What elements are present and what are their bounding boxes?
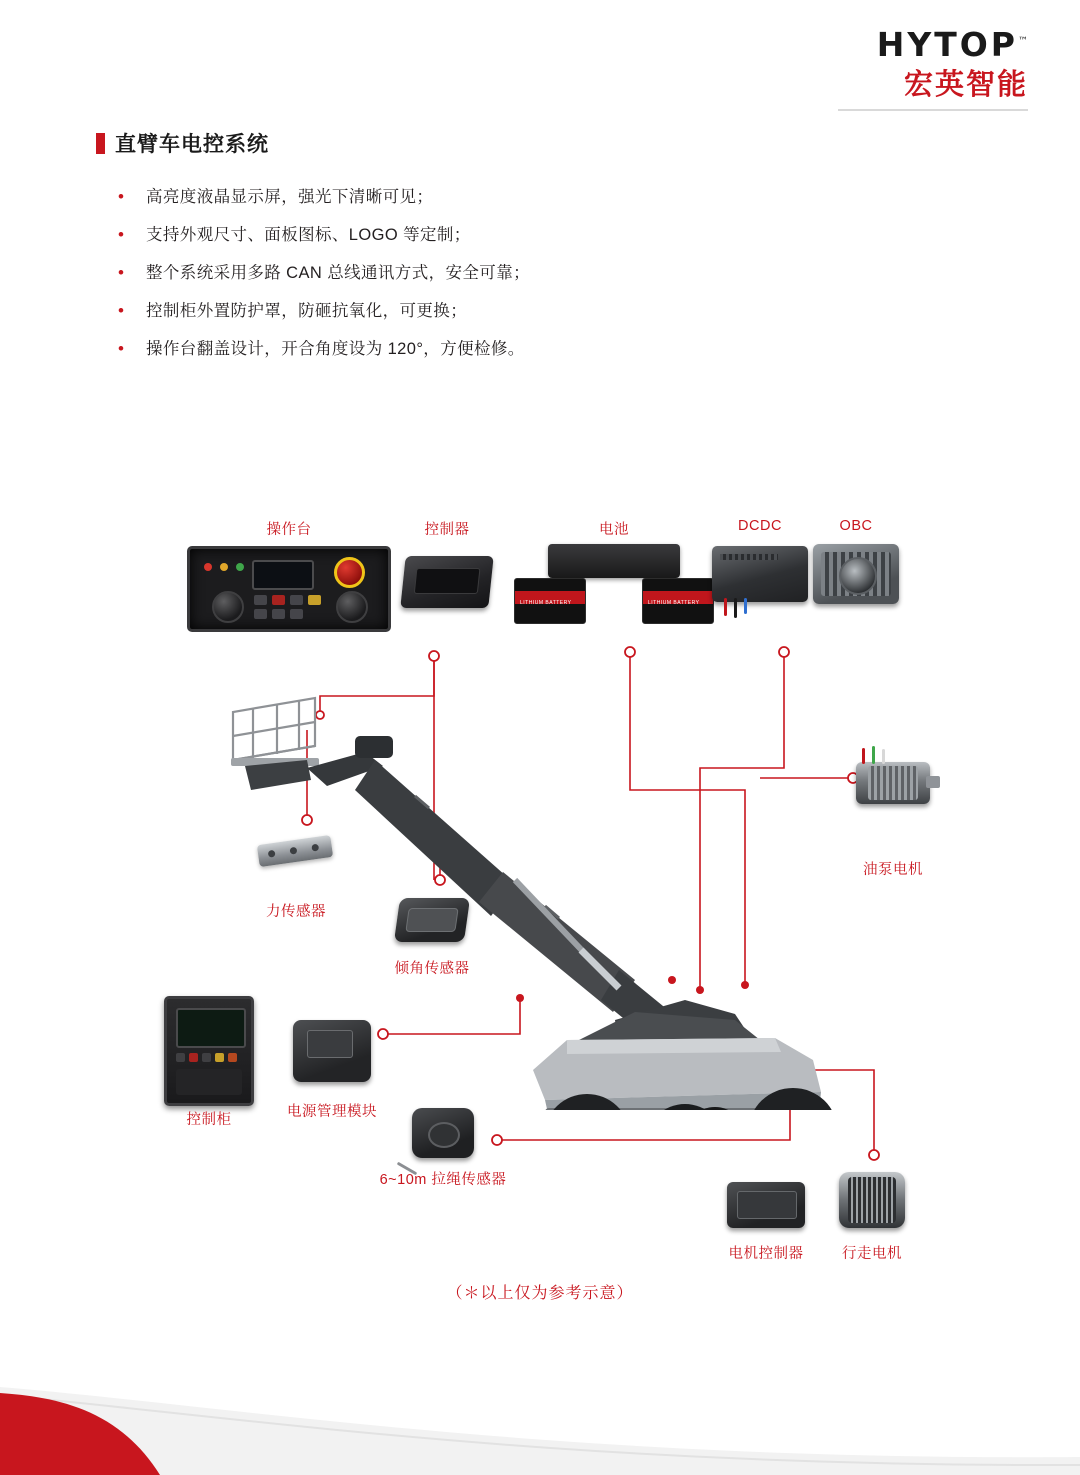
motor-wire-green [872, 746, 875, 764]
battery-cell-strip [643, 591, 713, 604]
motor-cooling-fins [848, 1177, 896, 1223]
bullet-dot-icon: • [118, 339, 124, 358]
part-tilt-sensor [397, 898, 467, 942]
cabinet-indicator [228, 1053, 237, 1062]
motor-cooling-fins [868, 766, 918, 800]
section-title-text: 直臂车电控系统 [115, 133, 269, 156]
bullet-dot-icon: • [118, 225, 124, 244]
part-obc [813, 544, 899, 604]
list-item-text: 整个系统采用多路 CAN 总线通讯方式，安全可靠； [146, 264, 531, 282]
bullet-dot-icon: • [118, 187, 124, 206]
diagram-footnote: （＊以上仅为参考示意） [446, 1285, 634, 1302]
bullet-dot-icon: • [118, 263, 124, 282]
brand-underline [838, 109, 1028, 111]
dcdc-wire-red [724, 598, 727, 616]
caption-battery: 电池 [599, 522, 629, 538]
oil-pump-motor-housing [856, 762, 930, 804]
caption-motor-controller: 电机控制器 [728, 1246, 804, 1262]
emergency-stop-icon [334, 557, 365, 588]
motor-controller-housing [727, 1182, 805, 1228]
brand-logo [838, 25, 1028, 111]
joystick-left [212, 591, 244, 623]
part-console [187, 546, 391, 632]
cabinet-indicator [176, 1053, 185, 1062]
part-motor-controller [727, 1182, 805, 1228]
brand-wordmark [876, 25, 1028, 64]
part-oil-pump-motor [856, 762, 930, 804]
dcdc-converter-housing [712, 546, 808, 602]
list-item [118, 224, 878, 246]
console-button [272, 595, 285, 605]
motor-wire-red [862, 748, 865, 764]
list-item [118, 262, 878, 284]
motor-wire-white [882, 749, 885, 764]
list-item [118, 186, 878, 208]
list-item-text: 控制柜外置防护罩，防砸抗氧化，可更换； [146, 302, 468, 320]
caption-oil-pump-motor: 油泵电机 [863, 862, 923, 878]
force-sensor-hole [311, 844, 319, 852]
caption-tilt-sensor: 倾角传感器 [394, 961, 470, 977]
cabinet-button-row [176, 1051, 242, 1063]
motor-shaft [926, 776, 940, 788]
console-button [272, 609, 285, 619]
indicator-led-green [236, 563, 244, 571]
indicator-led-red [204, 563, 212, 571]
caption-power-management-module: 电源管理模块 [287, 1104, 377, 1120]
caption-obc: OBC [839, 518, 873, 534]
drive-motor-housing [839, 1172, 905, 1228]
list-item-text: 操作台翻盖设计，开合角度设为 120°，方便检修。 [146, 340, 525, 358]
caption-dcdc: DCDC [738, 518, 782, 534]
part-drive-motor [839, 1172, 905, 1228]
brand-chinese-name: 宏英智能 [903, 69, 1028, 101]
caption-rope-sensor: 6~10m 拉绳传感器 [379, 1172, 507, 1188]
part-controller [403, 556, 491, 608]
power-module-housing [293, 1020, 371, 1082]
list-item [118, 338, 878, 360]
battery-cell [642, 578, 714, 624]
part-dcdc [712, 546, 808, 602]
part-force-sensor [258, 840, 332, 862]
part-power-management-module [293, 1020, 371, 1082]
list-item-text: 支持外观尺寸、面板图标、LOGO 等定制； [146, 226, 471, 244]
tilt-sensor-housing [394, 898, 470, 942]
battery-pack-top [548, 544, 680, 578]
dcdc-wire-blue [744, 598, 747, 614]
brand-trademark-symbol: ™ [1018, 36, 1028, 47]
console-button [290, 595, 303, 605]
obc-fan-icon [839, 557, 877, 595]
console-button [308, 595, 321, 605]
component-diagram [0, 500, 1080, 1330]
battery-cell [514, 578, 586, 624]
caption-console: 操作台 [266, 522, 312, 538]
dcdc-wire-black [734, 598, 737, 618]
joystick-right [336, 591, 368, 623]
obc-charger-housing [813, 544, 899, 604]
part-rope-sensor [412, 1108, 474, 1158]
section-heading [96, 128, 269, 158]
force-sensor-hole [289, 847, 297, 855]
rope-sensor-housing [412, 1108, 474, 1158]
feature-list [118, 186, 878, 376]
cabinet-wiring-graphic [176, 1069, 242, 1095]
console-button [254, 609, 267, 619]
bullet-dot-icon: • [118, 301, 124, 320]
caption-control-cabinet: 控制柜 [186, 1112, 232, 1128]
section-marker-icon [96, 133, 105, 154]
console-panel [187, 546, 391, 632]
control-cabinet-housing [164, 996, 254, 1106]
console-button [254, 595, 267, 605]
console-display [252, 560, 314, 590]
part-control-cabinet [164, 996, 254, 1106]
controller-housing [400, 556, 493, 608]
cabinet-indicator [215, 1053, 224, 1062]
cabinet-indicator [202, 1053, 211, 1062]
caption-controller: 控制器 [424, 522, 470, 538]
cabinet-indicator [189, 1053, 198, 1062]
indicator-led-amber [220, 563, 228, 571]
force-sensor-hole [268, 850, 276, 858]
battery-cell-label: LITHIUM BATTERY [520, 600, 572, 606]
list-item-text: 高亮度液晶显示屏，强光下清晰可见； [146, 188, 434, 206]
list-item [118, 300, 878, 322]
battery-cell-label: LITHIUM BATTERY [648, 600, 700, 606]
console-button [290, 609, 303, 619]
battery-cell-strip [515, 591, 585, 604]
caption-force-sensor: 力传感器 [266, 904, 326, 920]
part-battery [514, 544, 714, 628]
cabinet-display [176, 1008, 246, 1048]
caption-drive-motor: 行走电机 [842, 1246, 902, 1262]
brand-wordmark-text: HYTOP [876, 25, 1018, 64]
